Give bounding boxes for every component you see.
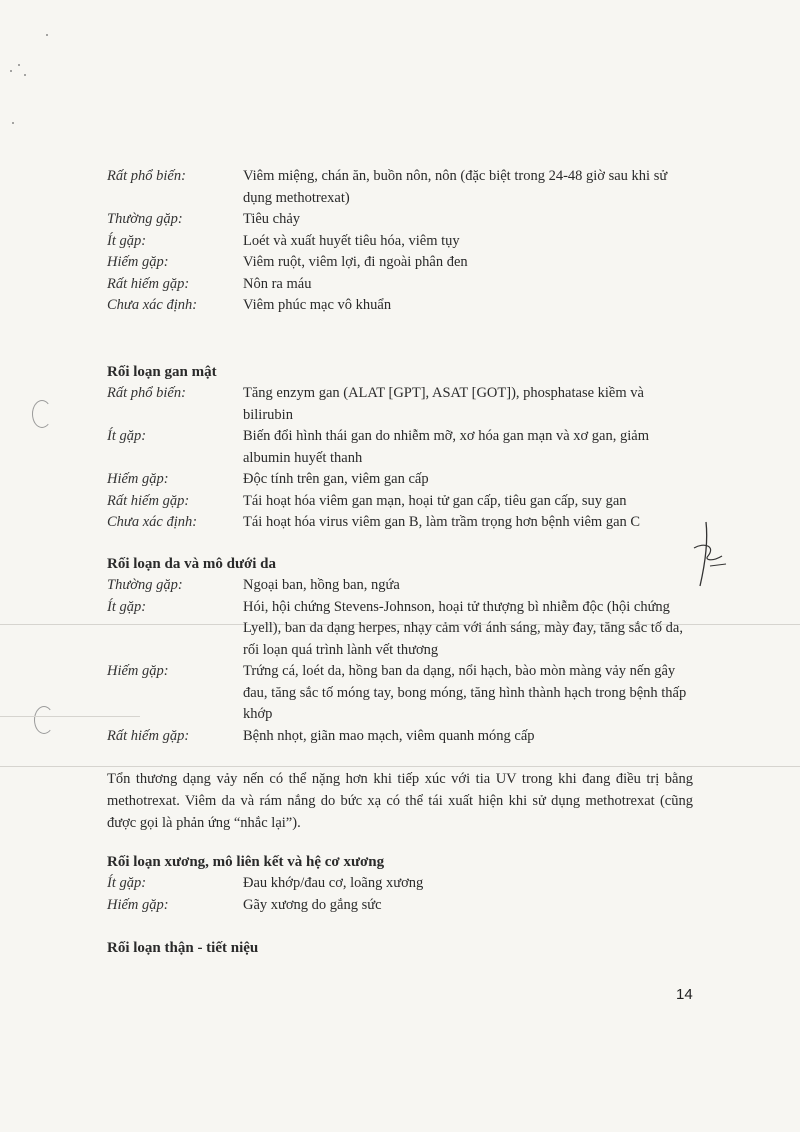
frequency-label: Chưa xác định: <box>107 514 198 530</box>
effect-description: Viêm ruột, viêm lợi, đi ngoài phân đen <box>243 254 468 270</box>
scan-speck <box>10 70 12 72</box>
frequency-label: Ít gặp: <box>107 875 147 891</box>
effect-description: Gãy xương do gắng sức <box>243 896 382 913</box>
section-heading: Rối loạn xương, mô liên kết và hệ cơ xương <box>107 854 385 870</box>
skin-note-paragraph: Tổn thương dạng vảy nến có thể nặng hơn khi tiếp xúc với tia UV trong khi đang điều trị bằng methotrexat. Viêm da và rám nắng do bức xạ có thể tái xuất hiện khi sử dụng methotrexat (cũng được gọi là phản ứng “nhắc lại”). <box>107 771 693 831</box>
list-item <box>107 512 697 534</box>
scan-speck <box>46 34 48 36</box>
frequency-label: Rất hiếm gặp: <box>107 492 190 509</box>
section-heading: Rối loạn gan mật <box>107 364 217 380</box>
list-item <box>107 383 697 426</box>
list-item <box>107 597 697 662</box>
frequency-label: Hiếm gặp: <box>107 663 169 679</box>
list-item <box>107 252 697 274</box>
frequency-label: Rất phổ biến: <box>107 385 186 401</box>
effect-description: Tái hoạt hóa virus viêm gan B, làm trầm trọng hơn bệnh viêm gan C <box>243 514 641 530</box>
renal-section <box>107 938 697 959</box>
effect-description: Viêm phúc mạc vô khuẩn <box>243 297 392 313</box>
effect-description: Ngoại ban, hồng ban, ngứa <box>243 577 400 593</box>
effect-description: Hói, hội chứng Stevens-Johnson, hoại tử thượng bì nhiễm độc (hội chứng Lyell), ban da dạng herpes, nhạy cảm với ánh sáng, mày đay, tăng sắc tố da, rối loạn quá trình lành vết thương <box>243 598 683 658</box>
list-item <box>107 726 697 748</box>
effect-description: Biến đổi hình thái gan do nhiễm mỡ, xơ hóa gan mạn và xơ gan, giảm albumin huyết thanh <box>243 428 649 466</box>
frequency-label: Hiếm gặp: <box>107 896 169 913</box>
hole-punch-mark <box>32 400 52 428</box>
scan-speck <box>18 64 20 66</box>
liver-disorders-section <box>107 362 697 534</box>
effect-description: Độc tính trên gan, viêm gan cấp <box>243 471 429 487</box>
effect-description: Trứng cá, loét da, hồng ban da dạng, nổi hạch, bào mòn màng vảy nến gây đau, tăng sắc tố móng tay, bong móng, tăng hình thành hạch trong bệnh thấp khớp <box>243 663 687 722</box>
frequency-label: Rất hiếm gặp: <box>107 727 190 744</box>
frequency-label: Ít gặp: <box>107 598 147 615</box>
page-number: 14 <box>676 986 693 1003</box>
scan-line <box>0 766 800 767</box>
list-item <box>107 661 697 726</box>
effect-description: Loét và xuất huyết tiêu hóa, viêm tụy <box>243 232 460 249</box>
hole-punch-mark <box>34 706 54 734</box>
list-item <box>107 575 697 597</box>
musculoskeletal-section <box>107 852 697 916</box>
section-heading: Rối loạn thận - tiết niệu <box>107 940 259 956</box>
skin-disorders-section <box>107 554 697 747</box>
effect-description: Đau khớp/đau cơ, loãng xương <box>243 875 424 891</box>
effect-description: Nôn ra máu <box>243 275 312 292</box>
frequency-label: Chưa xác định: <box>107 297 198 313</box>
scan-speck <box>24 74 26 76</box>
list-item <box>107 166 697 209</box>
list-item <box>107 209 697 231</box>
frequency-label: Thường gặp: <box>107 211 183 227</box>
list-item <box>107 895 697 917</box>
frequency-label: Ít gặp: <box>107 232 147 249</box>
frequency-label: Rất phổ biến: <box>107 168 186 184</box>
list-item <box>107 873 697 895</box>
gi-disorders-list <box>107 166 697 317</box>
section-heading: Rối loạn da và mô dưới da <box>107 556 277 572</box>
list-item <box>107 295 697 317</box>
effect-description: Viêm miệng, chán ăn, buồn nôn, nôn (đặc biệt trong 24-48 giờ sau khi sử dụng methotrexat) <box>243 168 668 206</box>
frequency-label: Thường gặp: <box>107 577 183 593</box>
list-item <box>107 231 697 253</box>
effect-description: Tái hoạt hóa viêm gan mạn, hoại tử gan cấp, tiêu gan cấp, suy gan <box>243 492 627 509</box>
frequency-label: Hiếm gặp: <box>107 254 169 270</box>
frequency-label: Hiếm gặp: <box>107 471 169 487</box>
frequency-label: Ít gặp: <box>107 428 147 444</box>
list-item <box>107 469 697 491</box>
list-item <box>107 426 697 469</box>
effect-description: Tiêu chảy <box>243 211 301 227</box>
scan-speck <box>12 122 14 124</box>
list-item <box>107 491 697 513</box>
frequency-label: Rất hiếm gặp: <box>107 275 190 292</box>
effect-description: Bệnh nhọt, giãn mao mạch, viêm quanh móng cấp <box>243 727 535 744</box>
effect-description: Tăng enzym gan (ALAT [GPT], ASAT [GOT]), phosphatase kiềm và bilirubin <box>243 385 644 423</box>
list-item <box>107 274 697 296</box>
